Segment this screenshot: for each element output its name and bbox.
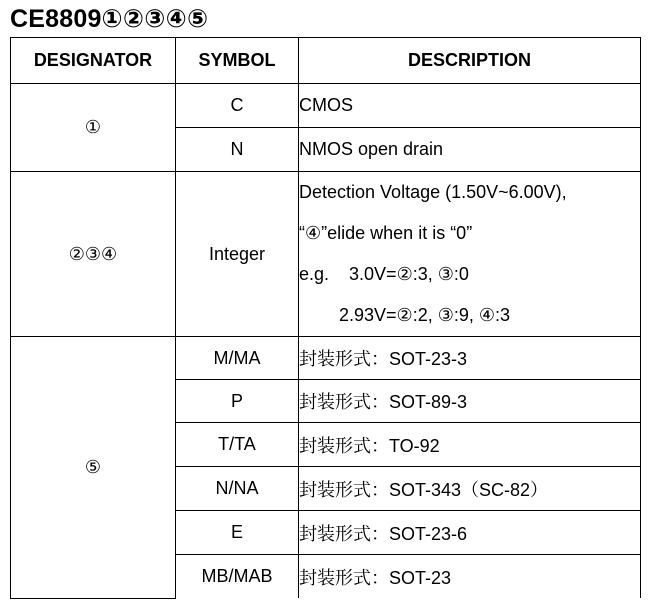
header-description: DESCRIPTION	[299, 38, 641, 84]
designator-cell: ②③④	[11, 172, 176, 337]
description-line: 2.93V=②:2, ③:9, ④:3	[339, 305, 510, 325]
description-cell: 封装形式：TO-92	[299, 423, 641, 467]
symbol-cell: Integer	[176, 172, 299, 337]
description-cell: 封装形式：SOT-23-6	[299, 511, 641, 555]
header-designator: DESIGNATOR	[11, 38, 176, 84]
description-line: e.g. 3.0V=②:3, ③:0	[299, 264, 469, 284]
symbol-cell: N	[176, 128, 299, 172]
symbol-cell: T/TA	[176, 423, 299, 467]
symbol-cell: N/NA	[176, 467, 299, 511]
description-cell: 封装形式：SOT-23	[299, 555, 641, 599]
description-line: “④”elide when it is “0”	[299, 223, 473, 243]
table-row	[11, 337, 641, 380]
symbol-cell: E	[176, 511, 299, 555]
table-row	[11, 172, 641, 337]
header-symbol: SYMBOL	[176, 38, 299, 84]
description-cell: CMOS	[299, 84, 641, 128]
description-cell: 封装形式：SOT-23-3	[299, 337, 641, 380]
description-cell: 封装形式：SOT-343（SC-82）	[299, 467, 641, 511]
symbol-cell: M/MA	[176, 337, 299, 380]
symbol-cell: P	[176, 380, 299, 423]
symbol-cell: C	[176, 84, 299, 128]
description-cell	[299, 172, 641, 337]
document-title: CE8809①②③④⑤	[10, 5, 209, 33]
description-line: Detection Voltage (1.50V~6.00V),	[299, 182, 567, 202]
header-row	[11, 38, 641, 84]
description-cell: NMOS open drain	[299, 128, 641, 172]
description-cell: 封装形式：SOT-89-3	[299, 380, 641, 423]
designator-table	[10, 37, 641, 599]
table-row	[11, 84, 641, 128]
designator-cell: ⑤	[11, 337, 176, 599]
designator-cell: ①	[11, 84, 176, 172]
symbol-cell: MB/MAB	[176, 555, 299, 599]
